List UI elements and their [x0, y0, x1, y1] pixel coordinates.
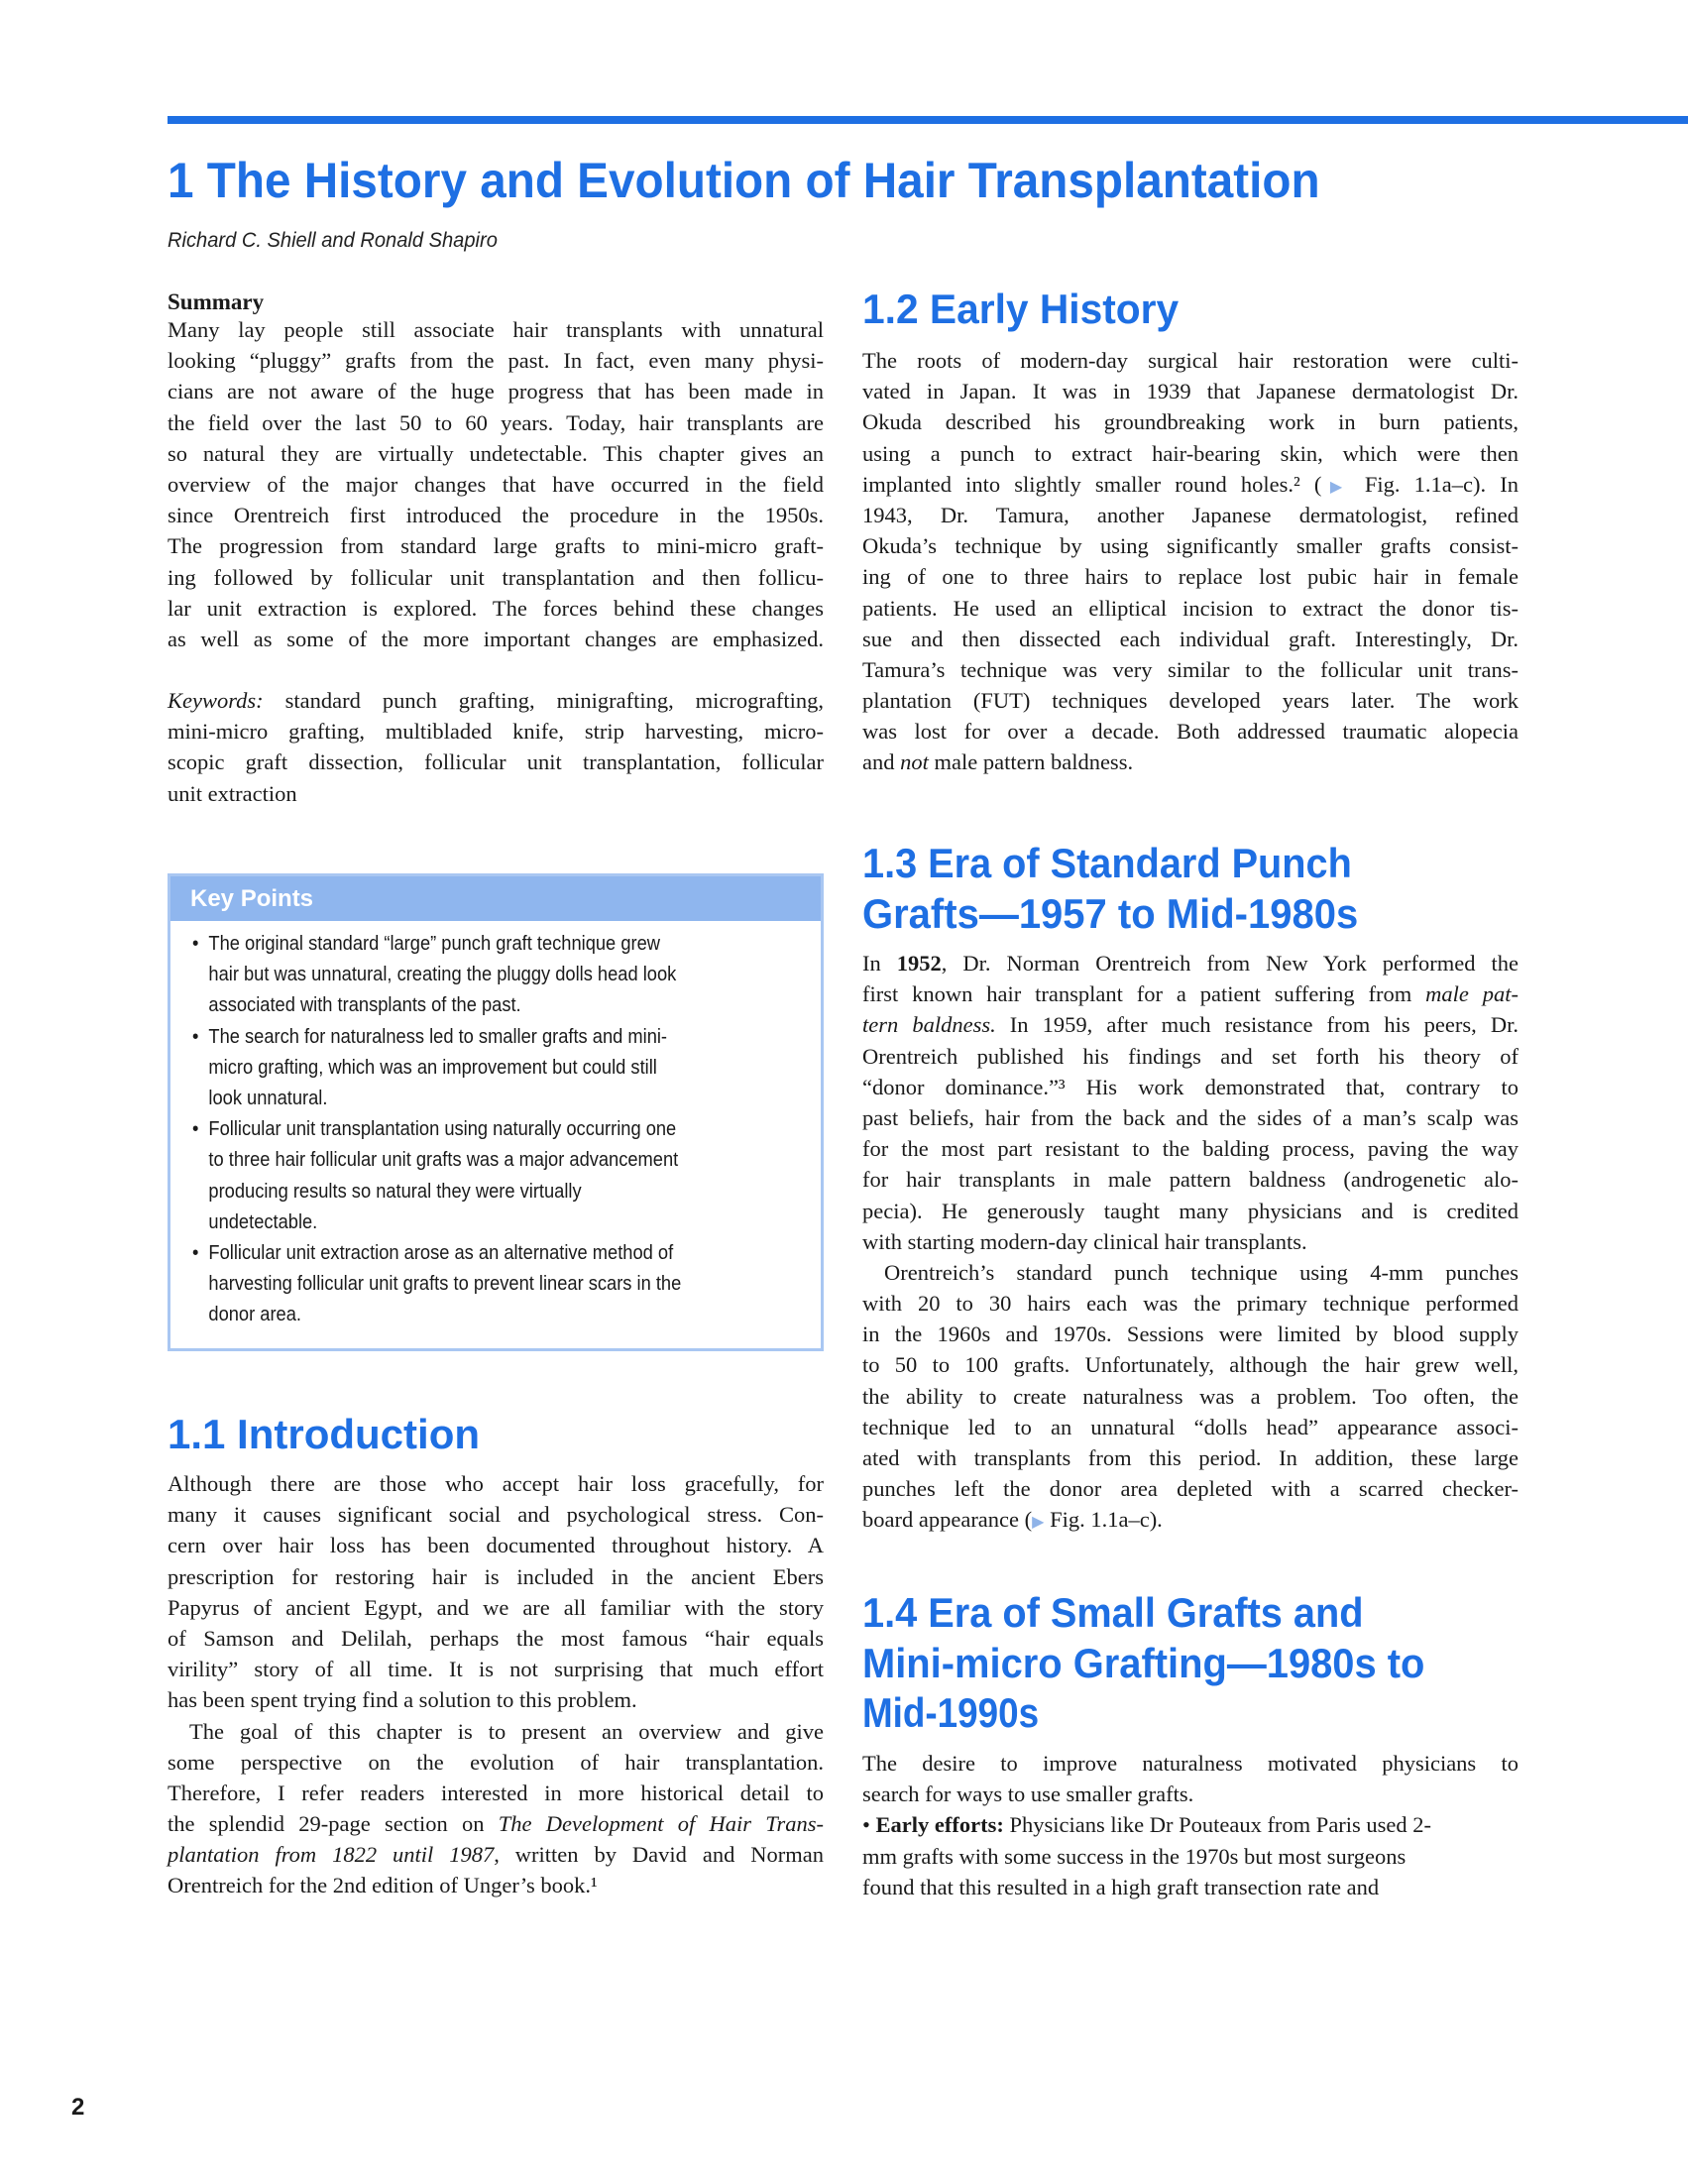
text-span: •	[862, 1812, 876, 1838]
key-point-line	[170, 1181, 765, 1211]
text-line: many it causes significant social and psychological stress. Con-	[168, 1502, 824, 1528]
text-span: tern baldness.	[862, 1012, 996, 1038]
text-span: 1952	[896, 951, 942, 976]
key-point-line	[170, 1304, 765, 1334]
text-line: mini-micro grafting, multibladed knife, strip harvesting, micro-	[168, 719, 824, 745]
key-point-line	[170, 1242, 765, 1273]
text-line: Although there are those who accept hair loss gracefully, for	[168, 1471, 824, 1496]
key-point-text: harvesting follicular unit grafts to prevent linear scars in the	[208, 1273, 682, 1296]
key-point-line	[170, 1026, 765, 1057]
text-line: past beliefs, hair from the back and the sides of a man’s scalp was	[862, 1104, 1519, 1130]
text-line	[862, 1507, 1519, 1538]
standard-punch-text	[862, 951, 1519, 1539]
key-point-text: micro grafting, which was an improvement but could still	[208, 1056, 657, 1079]
page-number: 2	[71, 2094, 85, 2121]
key-point-text: undetectable.	[208, 1210, 318, 1233]
text-line: pecia). He generously taught many physicians and is credited	[862, 1198, 1519, 1223]
key-point-text: Follicular unit extraction arose as an alternative method of	[208, 1241, 674, 1264]
text-line: cern over hair loss has been documented throughout history. A	[168, 1533, 824, 1558]
summary-heading: Summary	[168, 289, 265, 314]
text-line: for the most part resistant to the balding process, paving the way	[862, 1136, 1519, 1162]
text-line: Orentreich published his findings and set forth his theory of	[862, 1043, 1519, 1069]
bullet-icon: •	[191, 933, 199, 955]
text-line: with 20 to 30 hairs each was the primary technique performed	[862, 1291, 1519, 1317]
key-points-box	[168, 873, 824, 1351]
text-line: for hair transplants in male pattern baldness (androgenetic alo-	[862, 1167, 1519, 1193]
key-point-line	[170, 1149, 765, 1180]
text-line: vated in Japan. It was in 1939 that Japanese dermatologist Dr.	[862, 379, 1519, 404]
key-point-text: hair but was unnatural, creating the pluggy dolls head look	[208, 964, 677, 986]
text-span: In	[862, 951, 897, 976]
key-point-line	[170, 1057, 765, 1088]
text-line	[862, 1812, 1519, 1843]
text-line: scopic graft dissection, follicular unit transplantation, follicular	[168, 749, 824, 775]
text-span: male pattern baldness.	[928, 749, 1134, 775]
introduction-text	[168, 1471, 824, 1904]
text-line	[168, 1811, 824, 1842]
text-span: standard punch grafting, minigrafting, micrografting,	[263, 688, 824, 713]
text-line: Okuda’s technique by using significantly smaller grafts consist-	[862, 533, 1519, 559]
text-line	[862, 749, 1519, 780]
text-line: the field over the last 50 to 60 years. Today, hair transplants are	[168, 409, 824, 435]
text-line: as well as some of the more important changes are emphasized.	[168, 626, 824, 651]
text-line: Therefore, I refer readers interested in more historical detail to	[168, 1780, 824, 1805]
text-line	[862, 981, 1519, 1012]
text-line	[168, 688, 824, 719]
text-span: the splendid 29-page section on	[168, 1811, 499, 1837]
section-heading-standard-punch: 1.3 Era of Standard Punch	[862, 840, 1352, 886]
text-line: patients. He used an elliptical incision to extract the donor tis-	[862, 595, 1519, 621]
text-span: male pat-	[1425, 981, 1519, 1007]
key-point-line	[170, 1211, 765, 1242]
text-line: 1943, Dr. Tamura, another Japanese dermatologist, refined	[862, 502, 1519, 527]
text-line: unit extraction	[168, 780, 297, 806]
text-line: plantation (FUT) techniques developed years later. The work	[862, 688, 1519, 714]
text-line: ing of one to three hairs to replace lost pubic hair in female	[862, 564, 1519, 590]
text-span: Early efforts:	[875, 1812, 1004, 1838]
section-heading-early-history: 1.2 Early History	[862, 286, 1180, 332]
authors: Richard C. Shiell and Ronald Shapiro	[168, 229, 498, 252]
text-line: with starting modern-day clinical hair transplants.	[862, 1228, 1307, 1254]
text-line: the ability to create naturalness was a problem. Too often, the	[862, 1383, 1519, 1409]
text-line: looking “pluggy” grafts from the past. In fact, even many physi-	[168, 348, 824, 374]
summary-text	[168, 317, 824, 657]
text-line: cians are not aware of the huge progress that has been made in	[168, 379, 824, 404]
text-line: punches left the donor area depleted with a scarred checker-	[862, 1476, 1519, 1502]
key-point-text: producing results so natural they were virtually	[208, 1180, 582, 1203]
text-line: “donor dominance.”³ His work demonstrated that, contrary to	[862, 1074, 1519, 1099]
text-line: using a punch to extract hair-bearing skin, which were then	[862, 440, 1519, 466]
section-heading-small-grafts-line3: Mid-1990s	[862, 1689, 1040, 1736]
text-span: Fig. 1.1a–c). In	[1350, 471, 1519, 497]
bullet-icon: •	[191, 1241, 199, 1264]
text-line: virility” story of all time. It is not surprising that much effort	[168, 1657, 824, 1682]
text-span: The Development of Hair Trans-	[498, 1811, 824, 1837]
key-point-text: The search for naturalness led to smaller grafts and mini-	[208, 1025, 668, 1048]
text-line: ing followed by follicular unit transplantation and then follicu-	[168, 564, 824, 590]
text-line: to 50 to 100 grafts. Unfortunately, although the hair grew well,	[862, 1352, 1519, 1378]
text-span: Keywords:	[168, 688, 264, 713]
text-span: implanted into slightly smaller round holes.² (	[862, 471, 1322, 497]
bullet-icon: •	[191, 1118, 199, 1141]
text-span: plantation from 1822 until 1987	[168, 1842, 495, 1868]
key-points-list	[170, 933, 821, 1334]
keywords	[168, 688, 824, 812]
chapter-rule	[168, 116, 1688, 124]
text-span: and	[862, 749, 901, 775]
key-point-line	[170, 933, 765, 964]
text-line: found that this resulted in a high graft transection rate and	[862, 1874, 1380, 1899]
key-point-text: donor area.	[208, 1304, 301, 1326]
text-line: has been spent trying find a solution to this problem.	[168, 1687, 637, 1713]
section-heading-introduction: 1.1 Introduction	[168, 1411, 480, 1457]
early-history-text	[862, 348, 1519, 781]
figure-reference-arrow-icon: ▶	[1321, 478, 1351, 496]
text-line: prescription for restoring hair is included in the ancient Ebers	[168, 1563, 824, 1589]
text-line: since Orentreich first introduced the procedure in the 1950s.	[168, 503, 824, 528]
figure-reference-arrow-icon: ▶	[1032, 1514, 1045, 1532]
text-span: In 1959, after much resistance from his peers, Dr.	[995, 1012, 1519, 1038]
text-span: board appearance (	[862, 1507, 1033, 1533]
text-line: Many lay people still associate hair transplants with unnatural	[168, 317, 824, 342]
text-line: Okuda described his groundbreaking work in burn patients,	[862, 409, 1519, 435]
text-line	[862, 1012, 1519, 1043]
key-point-text: to three hair follicular unit grafts was a major advancement	[208, 1149, 679, 1172]
text-line: The roots of modern-day surgical hair restoration were culti-	[862, 348, 1519, 373]
key-point-line	[170, 1118, 765, 1149]
text-span: first known hair transplant for a patient suffering from	[862, 981, 1426, 1007]
bullet-icon: •	[191, 1025, 199, 1048]
text-line: lar unit extraction is explored. The forces behind these changes	[168, 595, 824, 621]
text-line: search for ways to use smaller grafts.	[862, 1782, 1194, 1807]
text-span: , Dr. Norman Orentreich from New York performed the	[941, 951, 1519, 976]
text-span: Fig. 1.1a–c).	[1044, 1507, 1163, 1533]
key-point-line	[170, 994, 765, 1025]
text-line: Papyrus of ancient Egypt, and we are all familiar with the story	[168, 1594, 824, 1620]
text-line: sue and then dissected each individual graft. Interestingly, Dr.	[862, 626, 1519, 651]
text-line: in the 1960s and 1970s. Sessions were limited by blood supply	[862, 1322, 1519, 1347]
text-line: Orentreich’s standard punch technique using 4-mm punches	[884, 1259, 1519, 1285]
text-line	[168, 1842, 824, 1873]
text-line: was lost for over a decade. Both addressed traumatic alopecia	[862, 719, 1519, 745]
section-heading-small-grafts: 1.4 Era of Small Grafts and	[862, 1589, 1364, 1636]
section-heading-small-grafts-line2: Mini-micro Grafting—1980s to	[862, 1640, 1425, 1686]
key-point-text: Follicular unit transplantation using naturally occurring one	[208, 1118, 677, 1141]
text-line: technique led to an unnatural “dolls head” appearance associ-	[862, 1414, 1519, 1439]
key-point-line	[170, 1088, 765, 1118]
text-line: The goal of this chapter is to present an overview and give	[189, 1718, 824, 1744]
key-point-line	[170, 964, 765, 994]
section-heading-standard-punch-line2: Grafts—1957 to Mid-1980s	[862, 890, 1359, 937]
text-line: Tamura’s technique was very similar to the follicular unit trans-	[862, 656, 1519, 682]
chapter-title: 1 The History and Evolution of Hair Transplantation	[168, 153, 1320, 208]
small-grafts-text	[862, 1751, 1519, 1905]
text-line: so natural they are virtually undetectable. This chapter gives an	[168, 440, 824, 466]
text-line: Orentreich for the 2nd edition of Unger’s book.¹	[168, 1873, 598, 1898]
text-line: ated with transplants from this period. In addition, these large	[862, 1445, 1519, 1470]
key-point-text: associated with transplants of the past.	[208, 994, 521, 1017]
text-line: The desire to improve naturalness motivated physicians to	[862, 1751, 1519, 1776]
text-line: overview of the major changes that have occurred in the field	[168, 471, 824, 497]
text-span: Physicians like Dr Pouteaux from Paris used 2-	[1003, 1812, 1432, 1838]
text-span: not	[900, 749, 929, 775]
text-span: , written by David and Norman	[494, 1842, 825, 1868]
key-point-line	[170, 1273, 765, 1304]
text-line: The progression from standard large grafts to mini-micro graft-	[168, 533, 824, 559]
text-line: of Samson and Delilah, perhaps the most famous “hair equals	[168, 1625, 824, 1651]
key-point-text: look unnatural.	[208, 1087, 328, 1109]
text-line	[862, 951, 1519, 981]
key-points-heading: Key Points	[170, 876, 821, 921]
text-line: some perspective on the evolution of hair transplantation.	[168, 1749, 824, 1775]
key-point-text: The original standard “large” punch graft technique grew	[208, 933, 660, 955]
text-line	[862, 472, 1519, 503]
text-line: mm grafts with some success in the 1970s but most surgeons	[862, 1843, 1407, 1869]
